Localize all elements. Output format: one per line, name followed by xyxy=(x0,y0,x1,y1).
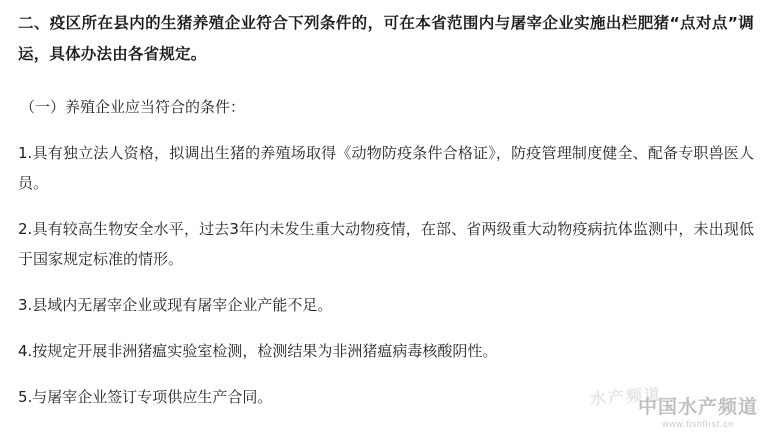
list-item xyxy=(18,366,754,412)
watermark-title: 中国水产频道 xyxy=(637,396,758,418)
watermark-url: www.fishfirst.cn xyxy=(662,419,734,429)
subsection-heading: （一）养殖企业应当符合的条件： xyxy=(20,98,246,116)
watermark-badge-text: 水产频道 xyxy=(589,384,663,409)
list-item xyxy=(18,198,754,274)
list-item xyxy=(18,320,754,366)
list-item xyxy=(18,122,754,198)
list-item-text: 4.按规定开展非洲猪瘟实验室检测，检测结果为非洲猪瘟病毒核酸阴性。 xyxy=(18,342,498,360)
list-item-text: 3.县域内无屠宰企业或现有屠宰企业产能不足。 xyxy=(18,296,333,314)
list-item-text: 5.与屠宰企业签订专项供应生产合同。 xyxy=(18,388,273,406)
list-item-text: 1.具有独立法人资格，拟调出生猪的养殖场取得《动物防疫条件合格证》，防疫管理制度健全、配备专职兽医人员。 xyxy=(18,144,754,192)
list-item-text: 2.具有较高生物安全水平，过去3年内未发生重大动物疫情，在部、省两级重大动物疫病抗体监测中，未出现低于国家规定标准的情形。 xyxy=(18,220,754,268)
list-item xyxy=(18,274,754,320)
section-heading: 二、疫区所在县内的生猪养殖企业符合下列条件的，可在本省范围内与屠宰企业实施出栏肥猪“点对点”调运，具体办法由各省规定。 xyxy=(18,14,754,63)
